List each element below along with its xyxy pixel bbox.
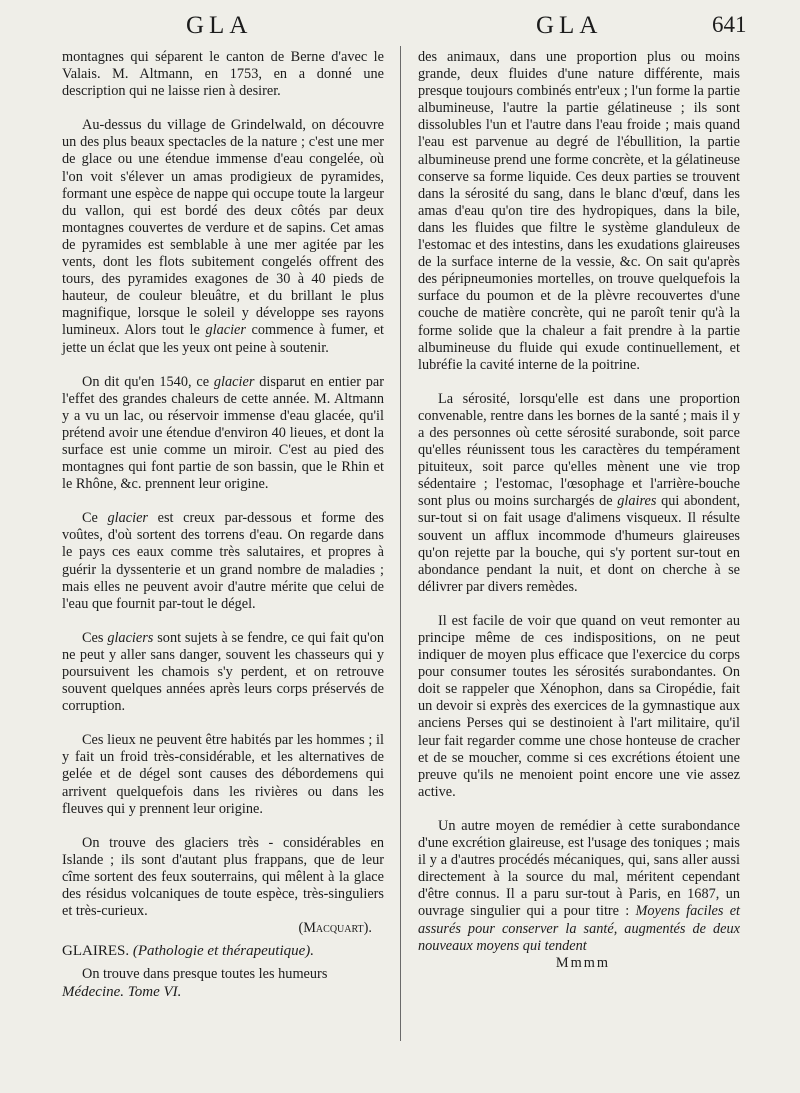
text-run: Ces: [82, 629, 104, 646]
text-run: Un autre moyen de remédier à cette surabondance d'une excrétion glaireuse, est l'usage des toniques ; mais il y a d'autres procédés mécaniques, qui, sans aller aussi directement à la source du mal, méritent cependant d'être connus. Il a paru sur-tout à Paris, en 1687, un ouvrage singulier qui a pour titre :: [418, 817, 740, 920]
paragraph: des animaux, dans une proportion plus ou moins grande, deux fluides d'une nature différente, mais presque toujours combinés entr'eux ; l'un forme la partie albumineuse, l'autre la partie gélatineuse ; ils sont dissolubles l'un et l'autre dans l'eau froide ; mais quand l'eau est parvenue au degré de l'ébullition, la partie albumineuse prend une forme concrète, et la gélatineuse conserve sa forme liquide. Ces deux parties se trouvent dans la sérosité du sang, dans le blanc d'œuf, dans les amas d'eau qu'on tire des hydropiques, dans la bile, dans les fluides que filtre le système glanduleux de l'estomac et des intestins, dans les exudations glaireuses de la surface interne de la vessie, &c. On sait qu'après des péripneumonies mortelles, on trouve quelquefois la surface du poumon et de la plèvre recouvertes d'une couche de matière concrète, qui ne paroît tenir qu'à la forme solide que la chaleur a fait prendre à la partie albumineuse du fluide qui exude continuellement, et lubréfie la cavité interne de la poitrine.: [418, 49, 740, 373]
left-column: [62, 49, 384, 1001]
text-run: disparut en entier par l'effet des grandes chaleurs de cette année. M. Altmann y a vu un lac, ou réservoir immense d'eau glacée, qu'il prétend avoir une étendue d'environ 40 lieues, et dont la surface est unie comme un miroir. C'est au pied des montagnes qui font partie de son bassin, que le Rhin et le Rhône, &c. prennent leur origine.: [62, 373, 385, 493]
author-signature: (Macquart).: [298, 920, 372, 937]
entry-heading: [62, 943, 384, 960]
italic-term: glacier: [213, 373, 255, 390]
italic-term: glacier: [205, 322, 246, 339]
text-run: qui abondent, sur-tout si on fait usage d'alimens visqueux. Il résulte souvent un afflux incommode d'humeurs glaireuses qu'on rejette par la bouche, qui s'y portent sur-tout en abondance pendant la nuit, et dont on cherche à se délivrer par divers remèdes.: [418, 493, 741, 595]
text-run: commence à fumer, et jette un éclat que les yeux ont peine à soutenir.: [62, 322, 385, 356]
right-column: [418, 49, 740, 972]
column-divider: [400, 46, 401, 1041]
footer-volume: Médecine. Tome VI.: [62, 983, 182, 1000]
italic-term: glaires: [617, 493, 657, 510]
paragraph: Il est facile de voir que quand on veut remonter au principe même de ces indispositions, on ne peut indiquer de moyen plus efficace que l'exercice du corps pour consumer toutes les sérosités surabondantes. On doit se rappeler que Xénophon, dans sa Ciropédie, fait un devoir si exprès des exercices de la gymnastique aux anciens Perses qui se destinoient à l'art militaire, qu'il leur fait regarder comme une chose honteuse de cracher et de se moucher, comme si ces excrétions étoient une preuve qu'ils ne menoient point encore une vie assez active.: [418, 612, 740, 800]
text-run: Ce: [82, 510, 98, 527]
text-run: La sérosité, lorsqu'elle est dans une proportion convenable, rentre dans les bornes de la santé ; mais il y a des personnes où cette sérosité surabonde, soit parce qu'elles réunissent tous les caractères du tempérament pituiteux, soit parce qu'elles mènent une vie trop sédentaire ; l'estomac, l'œsophage et l'arrière-bouche sont plus ou moins surchargés de: [418, 390, 740, 510]
paragraph: Ces lieux ne peuvent être habités par les hommes ; il y fait un froid très-considérable, et les alternatives de gelée et de dégel sont causes des débordemens qui arrivent quelquefois dans les rivières ou dans les fleuves qui y prennent leur origine.: [62, 732, 384, 817]
running-head-left: GLA: [186, 12, 253, 39]
paragraph: [62, 630, 384, 715]
text-run: Au-dessus du village de Grindelwald, on découvre un des plus beaux spectacles de la nature ; c'est une mer de glace ou une étendue immense d'eau congelée, où l'on voit s'élever un amas prodigieux de pyramides, formant une espèce de nappe qui occupe toute la largeur du vallon, qui est bordé des deux côtés par deux montagnes couvertes de verdure et de sapins. Cet amas de pyramides est semblable à une mer agitée par les vents, dont les flots subitement congelés offrent des tours, des pyramides exagones de 30 à 40 pieds de hauteur, de couleur bleuâtre, et du brillant le plus magnifique, lorsque le soleil y développe ses rayons lumineux. Alors tout le: [62, 117, 384, 339]
text-run: est creux par-dessous et forme des voûtes, d'où sortent des torrens d'eau. On regarde dans le pays ces eaux comme très salutaires, et propres à guérir la dyssenterie et un grand nombre de maladies ; mais elles ne peuvent avoir d'autre mérite que celui de l'eau que fournit par-tout le dégel.: [62, 510, 384, 612]
paragraph: [62, 510, 384, 613]
text-run: On dit qu'en 1540, ce: [82, 373, 210, 390]
paragraph: On trouve des glaciers très - considérables en Islande ; ils sont d'autant plus frappans, que de leur cîme sortent des feux souterrains, qui mêlent à la glace des résidus volcaniques de toute espèce, très-singuliers et très-curieux.: [62, 834, 384, 920]
book-title: Moyens faciles et assurés pour conserver la santé, augmentés de deux nouveaux moyens qui tendent: [418, 903, 741, 954]
italic-term: glacier: [107, 510, 148, 527]
page-number: 641: [712, 12, 747, 37]
paragraph: [62, 374, 384, 494]
paragraph: [418, 818, 740, 955]
entry-subtitle: (Pathologie et thérapeutique).: [132, 943, 315, 960]
signature-mark: Mmmm: [555, 954, 610, 971]
entry-title: GLAIRES.: [62, 943, 130, 960]
running-head-right: GLA: [536, 12, 603, 39]
paragraph: On trouve dans presque toutes les humeurs: [82, 966, 328, 983]
paragraph: montagnes qui séparent le canton de Berne d'avec le Valais. M. Altmann, en 1753, en a donné une description qui ne laisse rien à desirer.: [62, 49, 384, 100]
italic-term: glaciers: [107, 629, 154, 646]
text-run: sont sujets à se fendre, ce qui fait qu'on ne peut y aller sans danger, souvent les chasseurs qui y poursuivent les chamois s'y perdent, et on retrouve souvent quelques années après leurs corps préservés de corruption.: [62, 629, 384, 715]
paragraph: [62, 117, 384, 356]
paragraph: [418, 391, 740, 596]
